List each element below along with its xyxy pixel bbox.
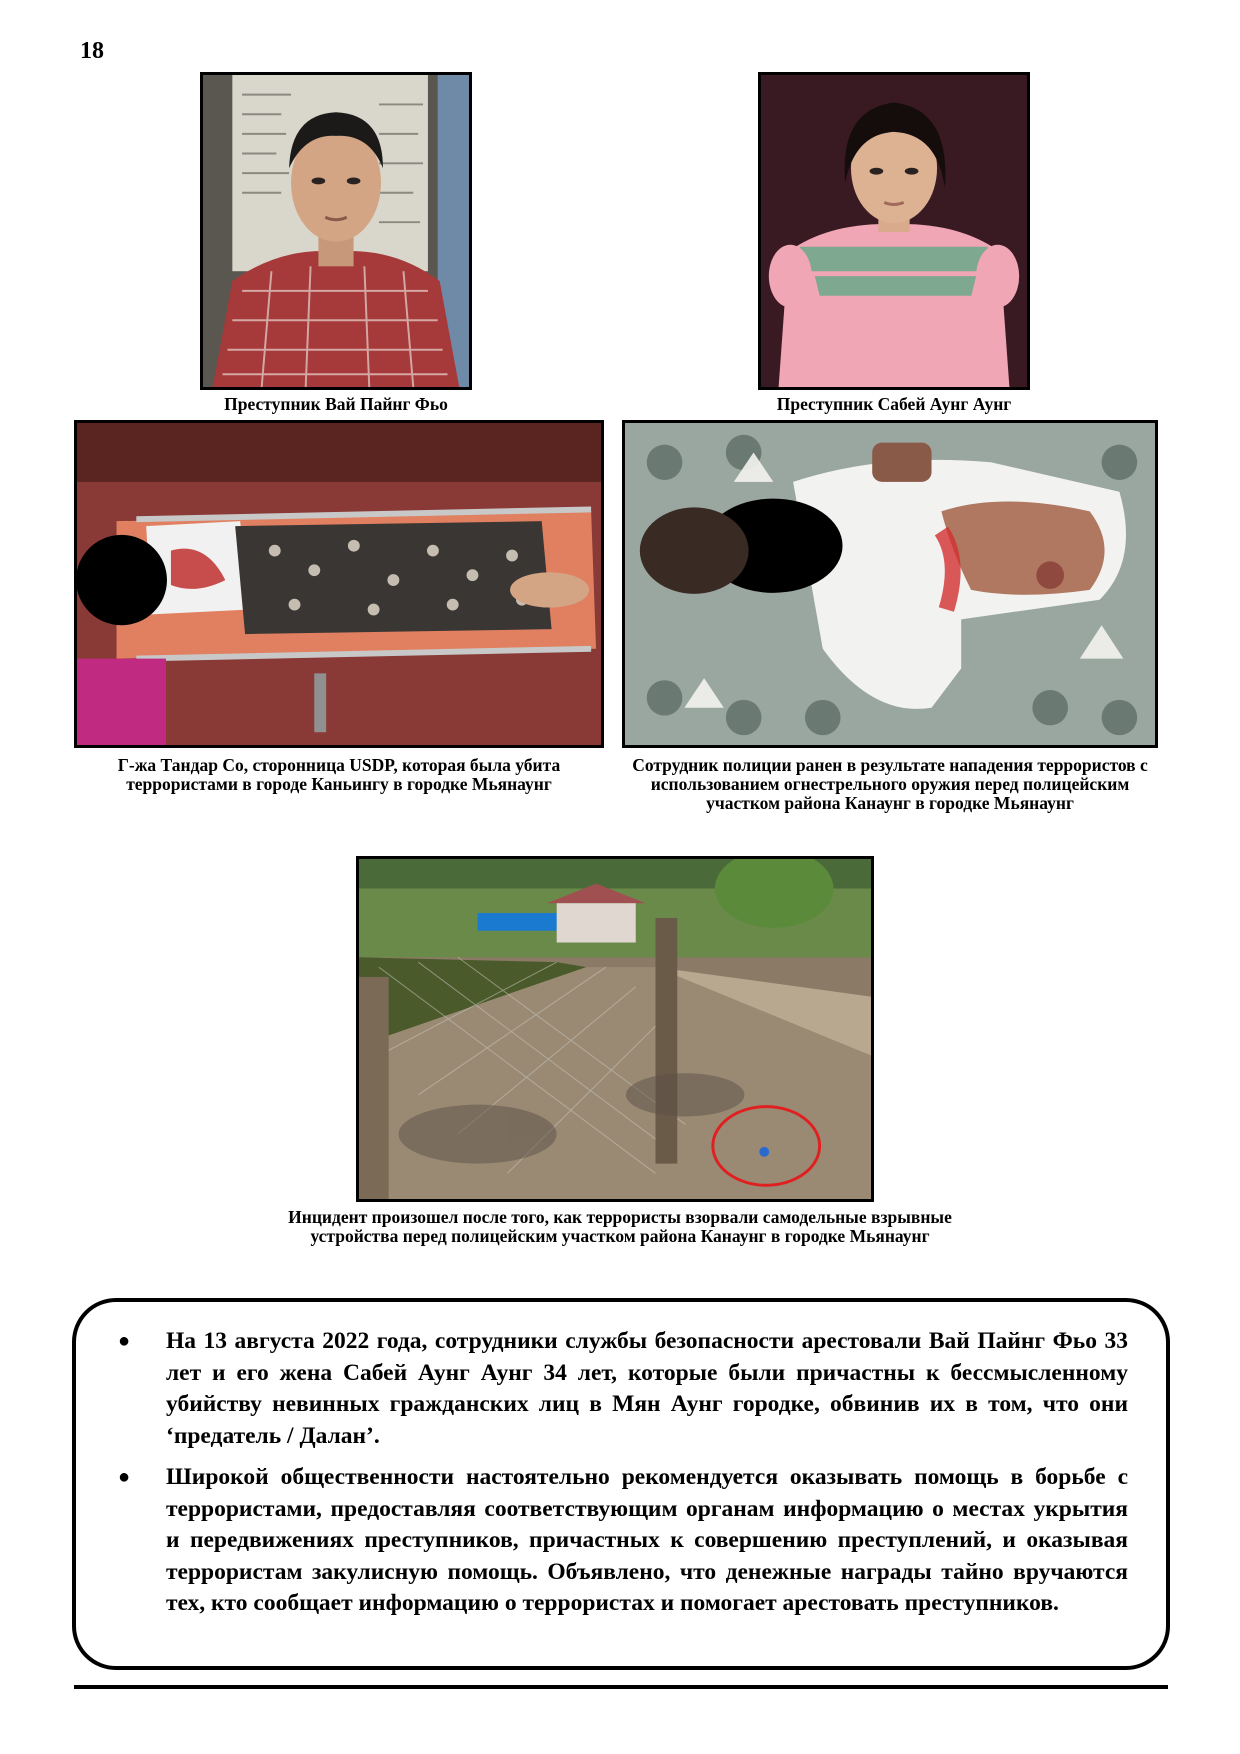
bullet-list	[108, 1326, 1128, 1620]
wounded-officer-caption: Сотрудник полиции ранен в результате нападения террористов с использованием огнестрельного оружия перед полицейским участком района Канаунг в городке Мьянаунг	[632, 755, 1148, 813]
info-box	[72, 1298, 1170, 1670]
suspect-woman-photo	[758, 72, 1030, 390]
suspect-woman-caption: Преступник Сабей Аунг Аунг	[776, 394, 1012, 414]
explosion-site-photo	[356, 856, 874, 1202]
victim-woman-caption: Г-жа Тандар Со, сторонница USDP, которая была убита террористами в городе Каньингу в городке Мьянаунг	[117, 755, 561, 794]
explosion-site-caption: Инцидент произошел после того, как террористы взорвали самодельные взрывные устройства перед полицейским участком района Канаунг в городке Мьянаунг	[288, 1207, 952, 1246]
suspect-man-caption: Преступник Вай Пайнг Фьо	[224, 394, 448, 414]
list-item	[108, 1462, 1128, 1620]
victim-woman-photo	[74, 420, 604, 748]
bullet-icon: ●	[118, 1466, 131, 1488]
suspect-man-photo	[200, 72, 472, 390]
bullet-text: Широкой общественности настоятельно рекомендуется оказывать помощь в борьбе с террористами, предоставляя соответствующим органам информацию о местах укрытия и передвижениях преступников, причастных к совершению преступлений, и оказывая террористам закулисную помощь. Объявлено, что денежные награды тайно вручаются тех, кто сообщает информацию о террористах и помогает арестовать преступников.	[166, 1464, 1128, 1616]
bottom-divider	[74, 1685, 1168, 1689]
page-number: 18	[80, 38, 104, 64]
bullet-icon: ●	[118, 1330, 131, 1352]
bullet-text: На 13 августа 2022 года, сотрудники службы безопасности арестовали Вай Пайнг Фьо 33 лет и его жена Сабей Аунг Аунг 34 лет, которые были причастны к бессмысленному убийству невинных гражданских лиц в Мян Аунг городке, обвинив их в том, что они ‘предатель / Далан’.	[166, 1328, 1128, 1449]
list-item	[108, 1326, 1128, 1452]
wounded-officer-photo	[622, 420, 1158, 748]
